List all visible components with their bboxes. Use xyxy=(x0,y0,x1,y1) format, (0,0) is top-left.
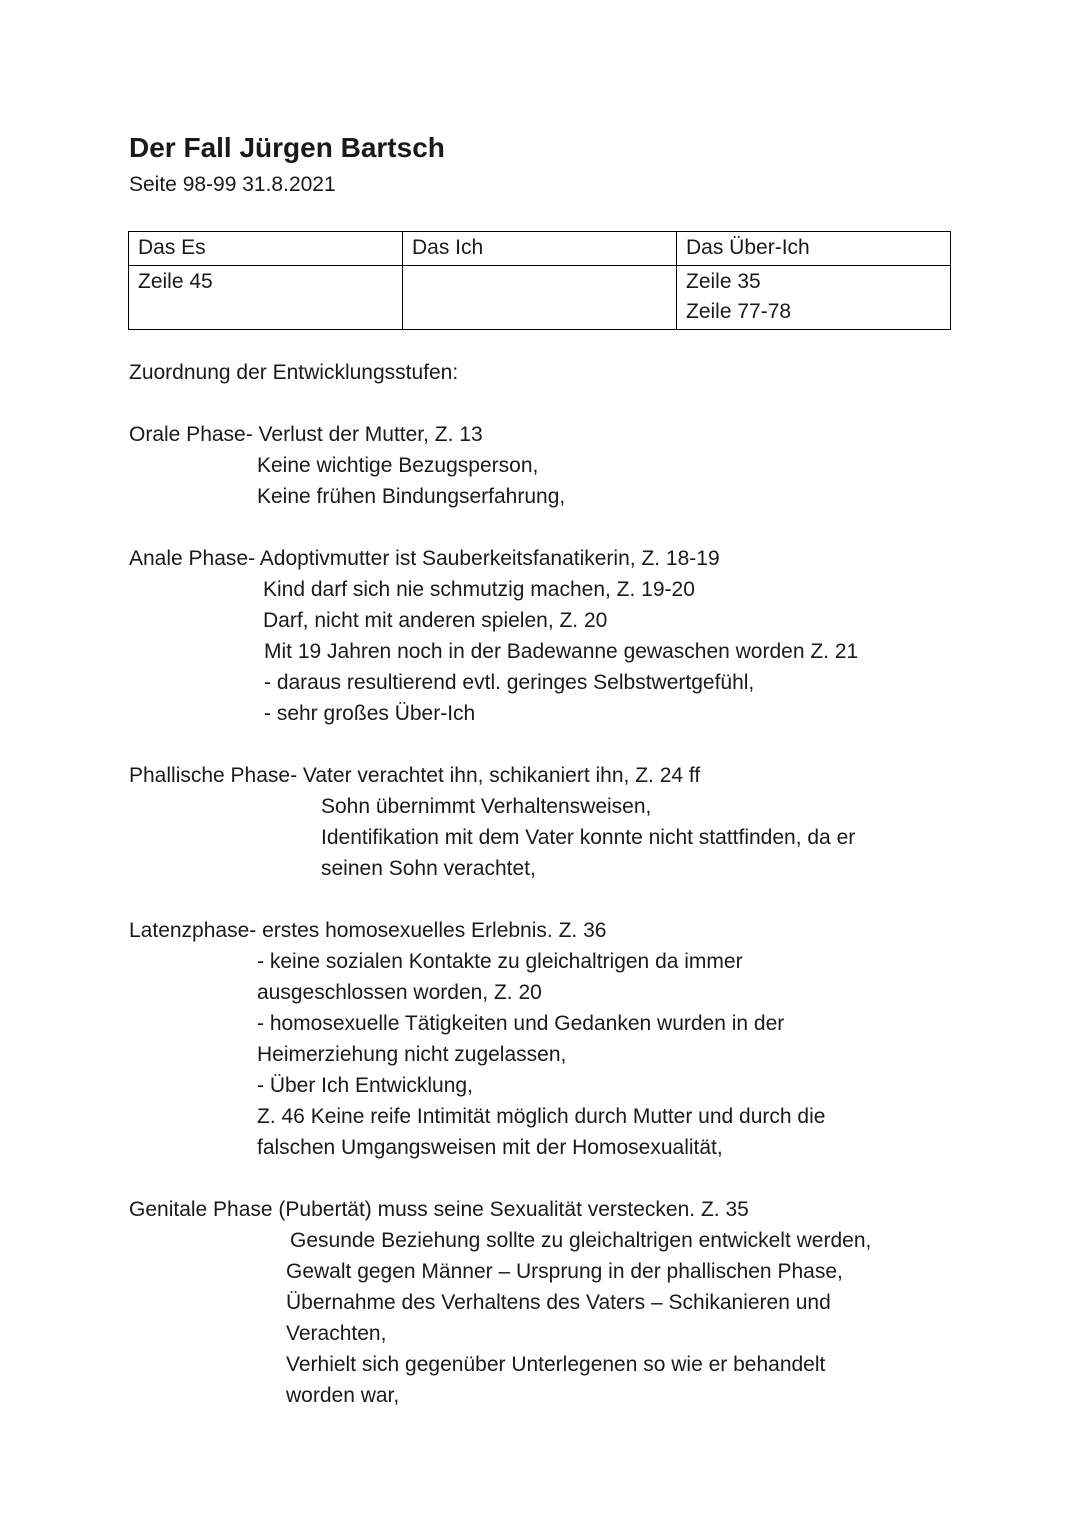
latency-phase-line: - homosexuelle Tätigkeiten und Gedanken wurden in der xyxy=(257,1012,785,1035)
phallic-phase-heading: Phallische Phase- Vater verachtet ihn, schikaniert ihn, Z. 24 ff xyxy=(129,764,701,787)
latency-phase-line: Z. 46 Keine reife Intimität möglich durch Mutter und durch die xyxy=(257,1105,826,1128)
oral-phase-line: Keine frühen Bindungserfahrung, xyxy=(257,485,566,508)
anal-phase-line: - sehr großes Über-Ich xyxy=(264,702,476,725)
latency-phase-line: Heimerziehung nicht zugelassen, xyxy=(257,1043,567,1066)
anal-phase-line: - daraus resultierend evtl. geringes Selbstwertgefühl, xyxy=(264,671,755,694)
table-header-es: Das Es xyxy=(129,232,403,266)
es-ich-ueberich-table xyxy=(128,231,951,330)
latency-phase-line: falschen Umgangsweisen mit der Homosexualität, xyxy=(257,1136,723,1159)
phallic-phase-line: Identifikation mit dem Vater konnte nicht stattfinden, da er xyxy=(321,826,856,849)
genital-phase-line: Übernahme des Verhaltens des Vaters – Schikanieren und xyxy=(286,1291,831,1314)
oral-phase-line: Keine wichtige Bezugsperson, xyxy=(257,454,539,477)
anal-phase-line: Kind darf sich nie schmutzig machen, Z. 19-20 xyxy=(263,578,695,601)
table-header-ueber-ich: Das Über-Ich xyxy=(677,232,951,266)
anal-phase-line: Mit 19 Jahren noch in der Badewanne gewaschen worden Z. 21 xyxy=(264,640,859,663)
genital-phase-line: worden war, xyxy=(286,1384,400,1407)
table-cell-line: Zeile 77-78 xyxy=(686,300,792,323)
phallic-phase-line: seinen Sohn verachtet, xyxy=(321,857,536,880)
genital-phase-heading: Genitale Phase (Pubertät) muss seine Sexualität verstecken. Z. 35 xyxy=(129,1198,749,1221)
table-cell-es xyxy=(129,266,403,330)
section-intro: Zuordnung der Entwicklungsstufen: xyxy=(129,361,459,384)
table-cell-ueber-ich xyxy=(677,266,951,330)
latency-phase-line: - Über Ich Entwicklung, xyxy=(257,1074,473,1097)
genital-phase-line: Verachten, xyxy=(286,1322,387,1345)
genital-phase-line: Gewalt gegen Männer – Ursprung in der phallischen Phase, xyxy=(286,1260,843,1283)
phallic-phase-line: Sohn übernimmt Verhaltensweisen, xyxy=(321,795,652,818)
table-cell-line: Zeile 35 xyxy=(686,270,761,293)
anal-phase-line: Darf, nicht mit anderen spielen, Z. 20 xyxy=(263,609,608,632)
anal-phase-heading: Anale Phase- Adoptivmutter ist Sauberkeitsfanatikerin, Z. 18-19 xyxy=(129,547,720,570)
document-title: Der Fall Jürgen Bartsch xyxy=(129,132,445,163)
latency-phase-heading: Latenzphase- erstes homosexuelles Erlebnis. Z. 36 xyxy=(129,919,607,942)
table-cell-line: Zeile 45 xyxy=(138,270,213,293)
table-cell-ich xyxy=(403,266,677,330)
latency-phase-line: ausgeschlossen worden, Z. 20 xyxy=(257,981,542,1004)
latency-phase-line: - keine sozialen Kontakte zu gleichaltrigen da immer xyxy=(257,950,743,973)
genital-phase-line: Verhielt sich gegenüber Unterlegenen so wie er behandelt xyxy=(286,1353,826,1376)
table-header-ich: Das Ich xyxy=(403,232,677,266)
genital-phase-line: Gesunde Beziehung sollte zu gleichaltrigen entwickelt werden, xyxy=(290,1229,872,1252)
oral-phase-heading: Orale Phase- Verlust der Mutter, Z. 13 xyxy=(129,423,483,446)
document-subtitle: Seite 98-99 31.8.2021 xyxy=(129,173,336,196)
